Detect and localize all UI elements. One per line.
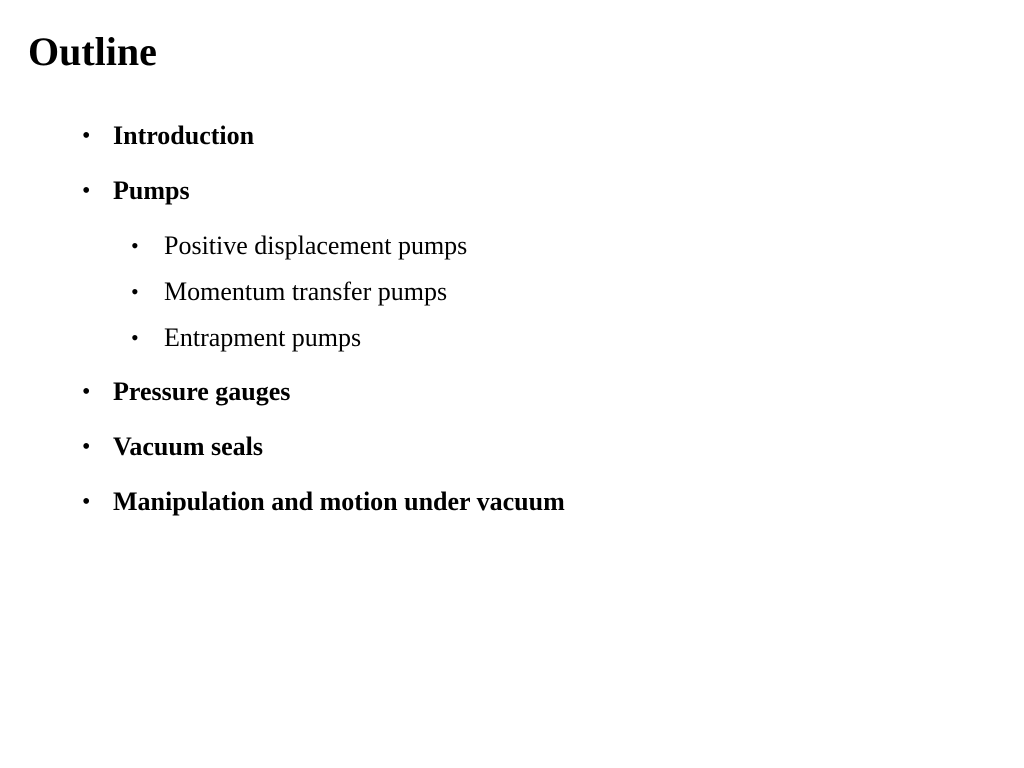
outline-item-label: Manipulation and motion under vacuum <box>113 487 565 516</box>
bullet-icon: • <box>131 325 139 350</box>
bullet-icon: • <box>82 178 91 204</box>
bullet-icon: • <box>82 434 91 460</box>
outline-item-label: Pressure gauges <box>113 377 291 406</box>
bullet-icon: • <box>82 123 91 149</box>
bullet-icon: • <box>131 233 139 258</box>
bullet-icon: • <box>82 379 91 405</box>
outline-subitem-label: Positive displacement pumps <box>164 231 468 260</box>
slide-title: Outline <box>28 29 157 74</box>
bullet-icon: • <box>131 279 139 304</box>
outline-subitem-label: Entrapment pumps <box>164 323 362 352</box>
bullet-icon: • <box>82 489 91 515</box>
outline-item-label: Introduction <box>113 121 255 150</box>
outline-item-label: Vacuum seals <box>113 432 264 461</box>
outline-item-label: Pumps <box>113 176 190 205</box>
outline-subitem-label: Momentum transfer pumps <box>164 277 448 306</box>
